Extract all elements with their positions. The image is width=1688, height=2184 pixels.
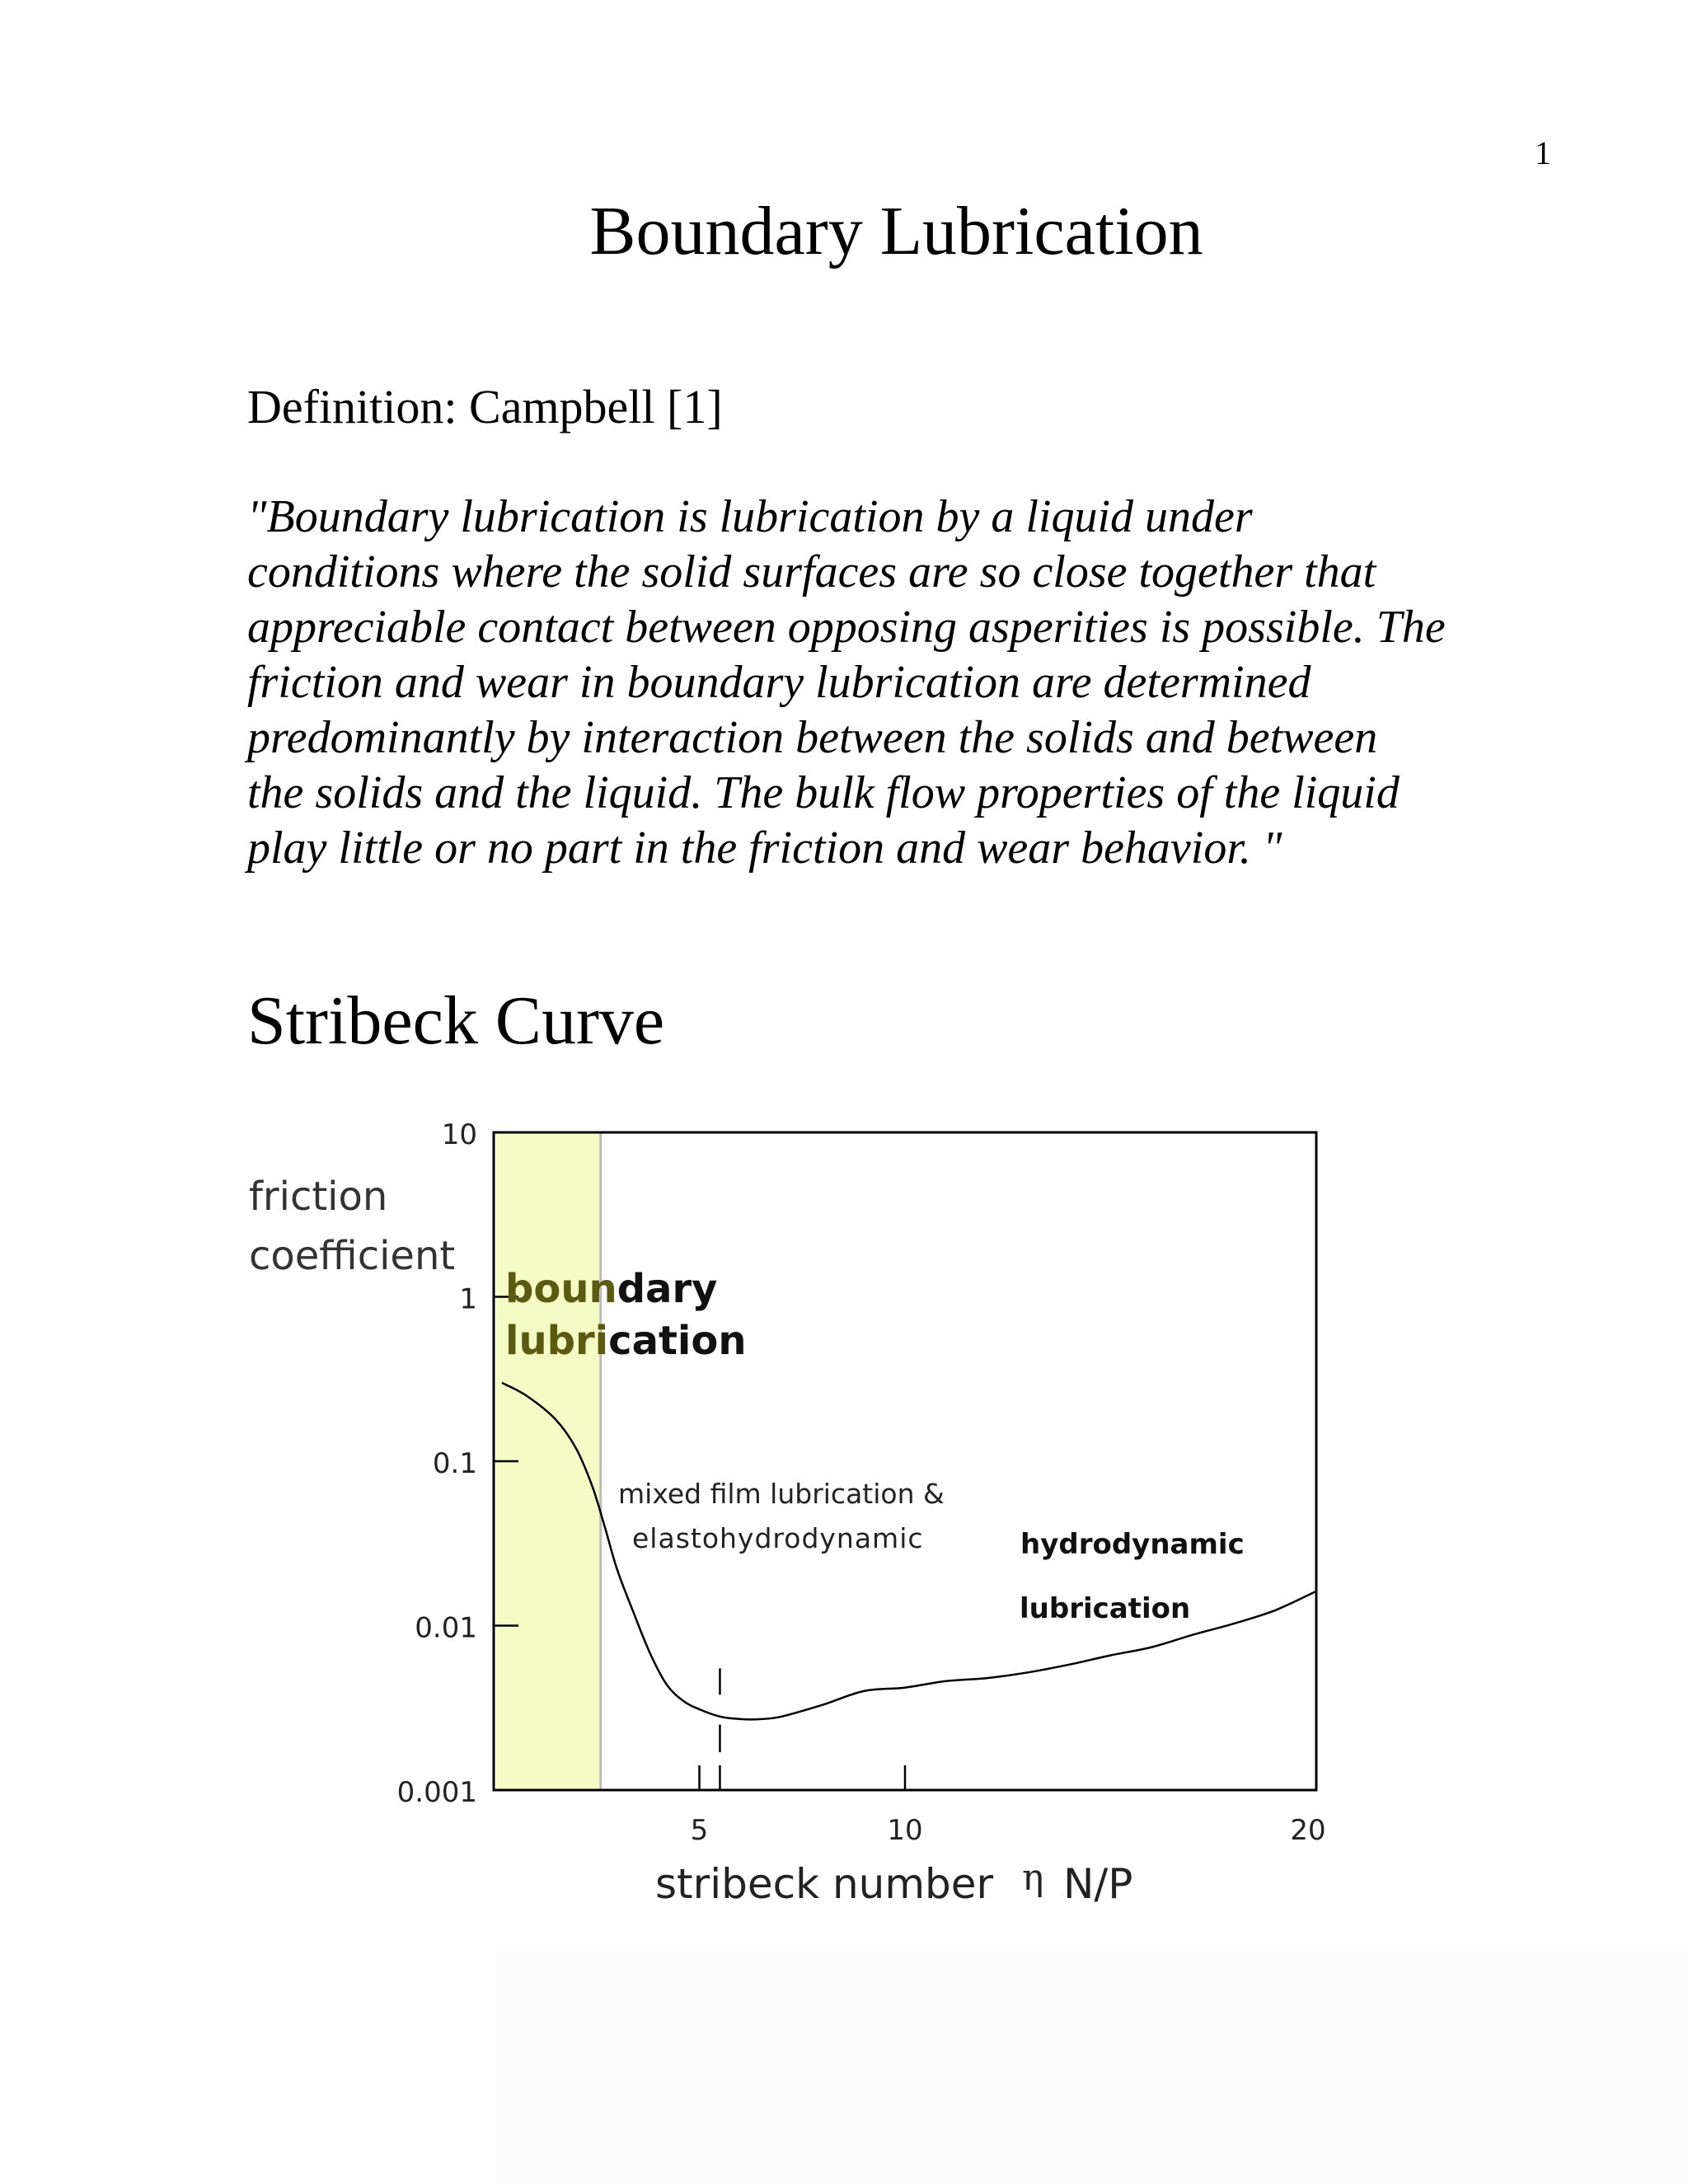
x-tick-label: 20 bbox=[1290, 1814, 1326, 1847]
quote-line: appreciable contact between opposing asperities is possible. The bbox=[247, 602, 1446, 653]
mixed-film-annotation: elastohydrodynamic bbox=[632, 1522, 924, 1554]
y-tick-label: 0.1 bbox=[432, 1447, 477, 1480]
y-tick-label: 1 bbox=[459, 1282, 477, 1316]
quote-line: the solids and the liquid. The bulk flow properties of the liquid bbox=[247, 767, 1400, 818]
quote-line: predominantly by interaction between the solids and between bbox=[247, 712, 1378, 763]
region-label-part: dary bbox=[617, 1266, 718, 1312]
quote-line: friction and wear in boundary lubrication are determined bbox=[247, 657, 1311, 708]
stribeck-figure bbox=[231, 1104, 1368, 1945]
definition-heading: Definition: Campbell [1] bbox=[247, 380, 723, 434]
region-label-part: lubri bbox=[505, 1318, 609, 1364]
region-label-part: boun bbox=[505, 1266, 617, 1312]
y-tick-label: 0.01 bbox=[415, 1611, 477, 1645]
x-axis-unit: N/P bbox=[1063, 1860, 1133, 1908]
x-axis-label bbox=[655, 1852, 1132, 1908]
y-axis-label: coefficient bbox=[249, 1233, 456, 1279]
plot-frame bbox=[494, 1132, 1316, 1790]
region-label bbox=[505, 1266, 717, 1312]
x-axis-label-text: stribeck number bbox=[655, 1860, 994, 1908]
quote-line: "Boundary lubrication is lubrication by a liquid under bbox=[247, 491, 1253, 542]
region-label bbox=[505, 1318, 747, 1364]
hydrodynamic-annotation: lubrication bbox=[1020, 1592, 1191, 1625]
section-title: Stribeck Curve bbox=[247, 982, 665, 1059]
figure-background bbox=[495, 1945, 1688, 2184]
hydrodynamic-annotation: hydrodynamic bbox=[1020, 1528, 1245, 1561]
y-tick-label: 10 bbox=[441, 1118, 477, 1151]
x-tick-label: 10 bbox=[887, 1814, 923, 1847]
region-label-part: cation bbox=[608, 1318, 747, 1364]
x-tick-label: 5 bbox=[690, 1814, 709, 1847]
y-tick-label: 0.001 bbox=[396, 1776, 477, 1809]
page-number: 1 bbox=[1535, 134, 1551, 171]
mixed-film-annotation: mixed film lubrication & bbox=[618, 1478, 945, 1510]
definition-quote bbox=[247, 490, 1533, 876]
y-axis-label: friction bbox=[249, 1174, 388, 1220]
quote-line: play little or no part in the friction and wear behavior. " bbox=[247, 823, 1282, 874]
page-title: Boundary Lubrication bbox=[589, 193, 1203, 269]
quote-line: conditions where the solid surfaces are so close together that bbox=[247, 546, 1376, 598]
eta-symbol: η bbox=[1022, 1857, 1044, 1899]
stribeck-chart bbox=[231, 1104, 1368, 1945]
